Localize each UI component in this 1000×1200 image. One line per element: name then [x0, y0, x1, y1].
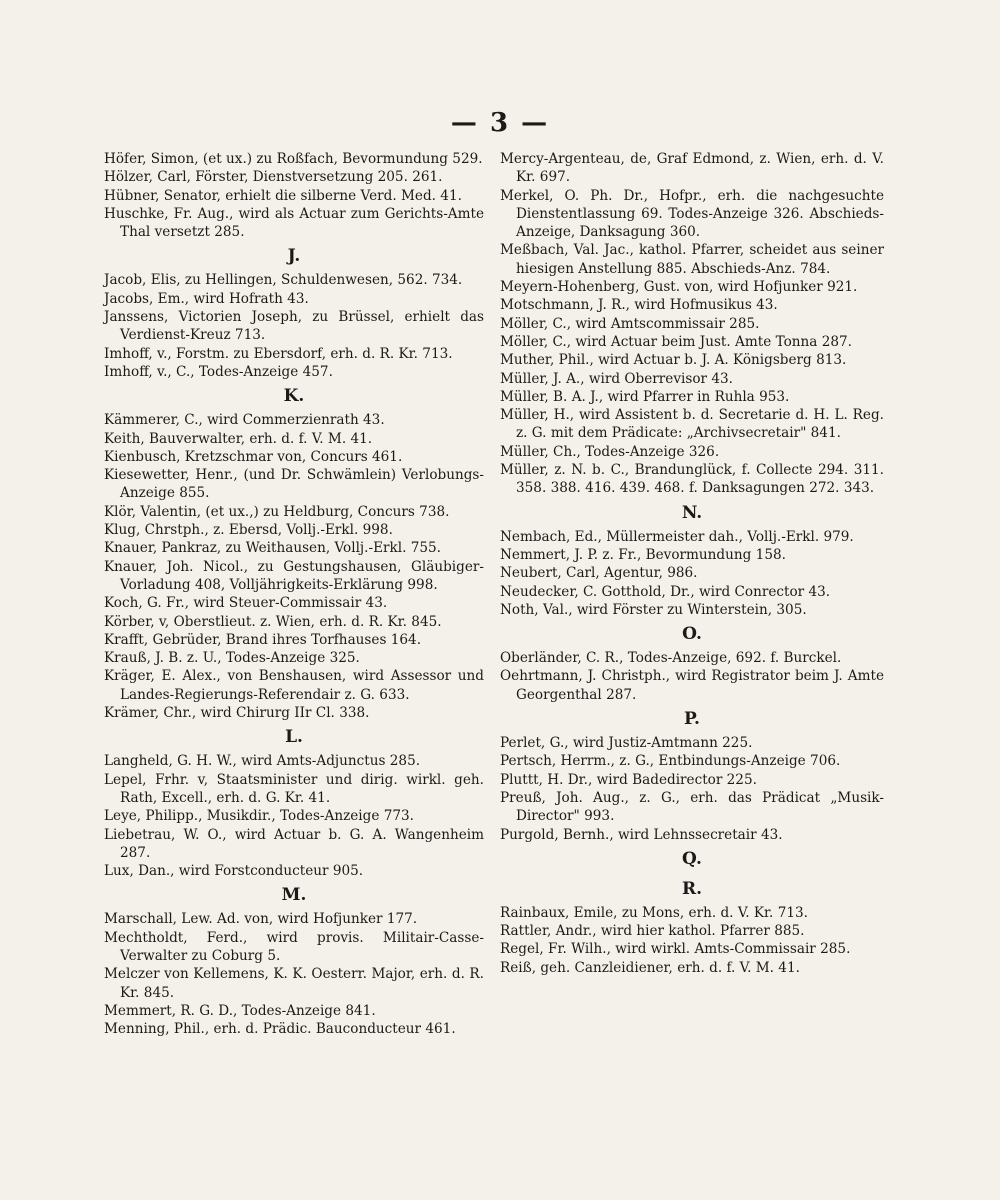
- index-entry: Krämer, Chr., wird Chirurg IIr Cl. 338.: [104, 705, 370, 722]
- index-entry: Krauß, J. B. z. U., Todes-Anzeige 325.: [104, 650, 360, 667]
- index-entry: Meyern-Hohenberg, Gust. von, wird Hofjunker 921.: [500, 279, 858, 296]
- index-entry: Kämmerer, C., wird Commerzienrath 43.: [104, 412, 385, 429]
- index-entry: Klör, Valentin, (et ux.,) zu Heldburg, Concurs 738.: [104, 503, 450, 520]
- index-entry: Keith, Bauverwalter, erh. d. f. V. M. 41.: [104, 430, 373, 447]
- index-entry: Möller, C., wird Actuar beim Just. Amte Tonna 287.: [500, 333, 852, 350]
- section-letter: K.: [283, 386, 305, 407]
- index-entry: Purgold, Bernh., wird Lehnssecretair 43.: [500, 826, 783, 843]
- index-entry: Jacobs, Em., wird Hofrath 43.: [104, 290, 309, 307]
- index-entry: Hölzer, Carl, Förster, Dienstversetzung 205. 261.: [104, 169, 443, 186]
- index-entry: Kräger, E. Alex., von Benshausen, wird Assessor und Landes-Regierungs-Referendair z. G. 633.: [104, 668, 484, 703]
- section-letter: Q.: [682, 848, 702, 869]
- section-letter: R.: [681, 878, 703, 899]
- index-entry: Motschmann, J. R., wird Hofmusikus 43.: [500, 297, 778, 314]
- index-entry: Imhoff, v., Forstm. zu Ebersdorf, erh. d. R. Kr. 713.: [104, 345, 453, 362]
- index-entry: Höfer, Simon, (et ux.) zu Roßfach, Bevormundung 529.: [104, 151, 483, 167]
- index-entry: Merkel, O. Ph. Dr., Hofpr., erh. die nachgesuchte Dienstentlassung 69. Todes-Anzeige 326. Abschieds-Anzeige, Danksagung 360.: [500, 187, 884, 241]
- section-letter: L.: [285, 727, 303, 748]
- section-letter: O.: [682, 624, 702, 645]
- index-entry: Rainbaux, Emile, zu Mons, erh. d. V. Kr. 713.: [500, 904, 808, 921]
- index-entry: Knauer, Pankraz, zu Weithausen, Vollj.-Erkl. 755.: [104, 540, 441, 557]
- index-entry: Langheld, G. H. W., wird Amts-Adjunctus 285.: [104, 753, 421, 770]
- index-entry: Möller, C., wird Amtscommissair 285.: [500, 315, 760, 332]
- index-entry: Müller, Ch., Todes-Anzeige 326.: [500, 443, 720, 460]
- index-entry: Janssens, Victorien Joseph, zu Brüssel, erhielt das Verdienst-Kreuz 713.: [104, 309, 484, 344]
- index-entry: Liebetrau, W. O., wird Actuar b. G. A. Wangenheim 287.: [104, 826, 484, 861]
- index-entry: Knauer, Joh. Nicol., zu Gestungshausen, Gläubiger-Vorladung 408, Volljährigkeits-Erklärung 998.: [104, 558, 484, 593]
- index-entry: Oberländer, C. R., Todes-Anzeige, 692. f. Burckel.: [500, 650, 842, 667]
- right-column: [500, 150, 884, 977]
- index-entry: Mercy-Argenteau, de, Graf Edmond, z. Wien, erh. d. V. Kr. 697.: [500, 151, 884, 186]
- index-entry: Oehrtmann, J. Christph., wird Registrator beim J. Amte Georgenthal 287.: [500, 668, 884, 703]
- index-entry: Menning, Phil., erh. d. Prädic. Bauconducteur 461.: [104, 1021, 456, 1038]
- index-entry: Muther, Phil., wird Actuar b. J. A. Königsberg 813.: [500, 352, 847, 369]
- section-letter: M.: [281, 885, 307, 906]
- left-column: [104, 150, 484, 1038]
- page-number: — 3 —: [450, 108, 550, 138]
- index-entry: Kienbusch, Kretzschmar von, Concurs 461.: [104, 448, 403, 465]
- index-entry: Imhoff, v., C., Todes-Anzeige 457.: [104, 363, 333, 380]
- index-entry: Kiesewetter, Henr., (und Dr. Schwämlein) Verlobungs-Anzeige 855.: [104, 467, 484, 502]
- index-entry: Krafft, Gebrüder, Brand ihres Torfhauses 164.: [104, 631, 422, 648]
- index-entry: Müller, B. A. J., wird Pfarrer in Ruhla 953.: [500, 388, 790, 405]
- index-entry: Neudecker, C. Gotthold, Dr., wird Conrector 43.: [500, 583, 831, 600]
- index-entry: Lux, Dan., wird Forstconducteur 905.: [104, 863, 364, 880]
- index-entry: Perlet, G., wird Justiz-Amtmann 225.: [500, 735, 753, 752]
- index-entry: Müller, H., wird Assistent b. d. Secretarie d. H. L. Reg. z. G. mit dem Prädicate: „Archivsecretair" 841.: [500, 407, 884, 442]
- index-entry: Rattler, Andr., wird hier kathol. Pfarrer 885.: [500, 923, 805, 940]
- index-entry: Memmert, R. G. D., Todes-Anzeige 841.: [104, 1002, 376, 1019]
- index-entry: Körber, v, Oberstlieut. z. Wien, erh. d. R. Kr. 845.: [104, 613, 442, 630]
- index-entry: Koch, G. Fr., wird Steuer-Commissair 43.: [104, 595, 388, 612]
- index-entry: Melczer von Kellemens, K. K. Oesterr. Major, erh. d. R. Kr. 845.: [104, 966, 484, 1001]
- index-entry: Müller, z. N. b. C., Brandunglück, f. Collecte 294. 311. 358. 388. 416. 439. 468. f. Danksagungen 272. 343.: [500, 462, 884, 497]
- index-entry: Müller, J. A., wird Oberrevisor 43.: [500, 370, 733, 387]
- index-entry: Hübner, Senator, erhielt die silberne Verd. Med. 41.: [104, 187, 462, 204]
- index-entry: Meßbach, Val. Jac., kathol. Pfarrer, scheidet aus seiner hiesigen Anstellung 885. Abschieds-Anz. 784.: [500, 242, 884, 277]
- index-entry: Nemmert, J. P. z. Fr., Bevormundung 158.: [500, 546, 786, 563]
- index-entry: Mechtholdt, Ferd., wird provis. Militair-Casse-Verwalter zu Coburg 5.: [104, 929, 484, 964]
- index-entry: Reiß, geh. Canzleidiener, erh. d. f. V. M. 41.: [500, 959, 800, 976]
- index-entry: Nembach, Ed., Müllermeister dah., Vollj.-Erkl. 979.: [500, 528, 854, 545]
- section-letter: P.: [684, 709, 700, 730]
- index-entry: Jacob, Elis, zu Hellingen, Schuldenwesen, 562. 734.: [104, 272, 463, 289]
- section-letter: J.: [287, 246, 301, 267]
- index-entry: Marschall, Lew. Ad. von, wird Hofjunker 177.: [104, 911, 418, 928]
- index-entry: Regel, Fr. Wilh., wird wirkl. Amts-Commissair 285.: [500, 941, 851, 958]
- section-letter: N.: [681, 502, 703, 523]
- index-entry: Noth, Val., wird Förster zu Winterstein, 305.: [500, 601, 807, 618]
- index-entry: Leye, Philipp., Musikdir., Todes-Anzeige 773.: [104, 808, 414, 825]
- index-entry: Neubert, Carl, Agentur, 986.: [500, 565, 698, 582]
- index-entry: Pertsch, Herrm., z. G., Entbindungs-Anzeige 706.: [500, 753, 841, 770]
- index-entry: Preuß, Joh. Aug., z. G., erh. das Prädicat „Musik-Director" 993.: [500, 789, 884, 825]
- index-entry: Pluttt, H. Dr., wird Badedirector 225.: [500, 771, 757, 788]
- index-entry: Lepel, Frhr. v, Staatsminister und dirig. wirkl. geh. Rath, Excell., erh. d. G. Kr. 41.: [104, 771, 484, 806]
- index-entry: Huschke, Fr. Aug., wird als Actuar zum Gerichts-Amte Thal versetzt 285.: [104, 205, 484, 241]
- index-entry: Klug, Chrstph., z. Ebersd, Vollj.-Erkl. 998.: [104, 522, 393, 539]
